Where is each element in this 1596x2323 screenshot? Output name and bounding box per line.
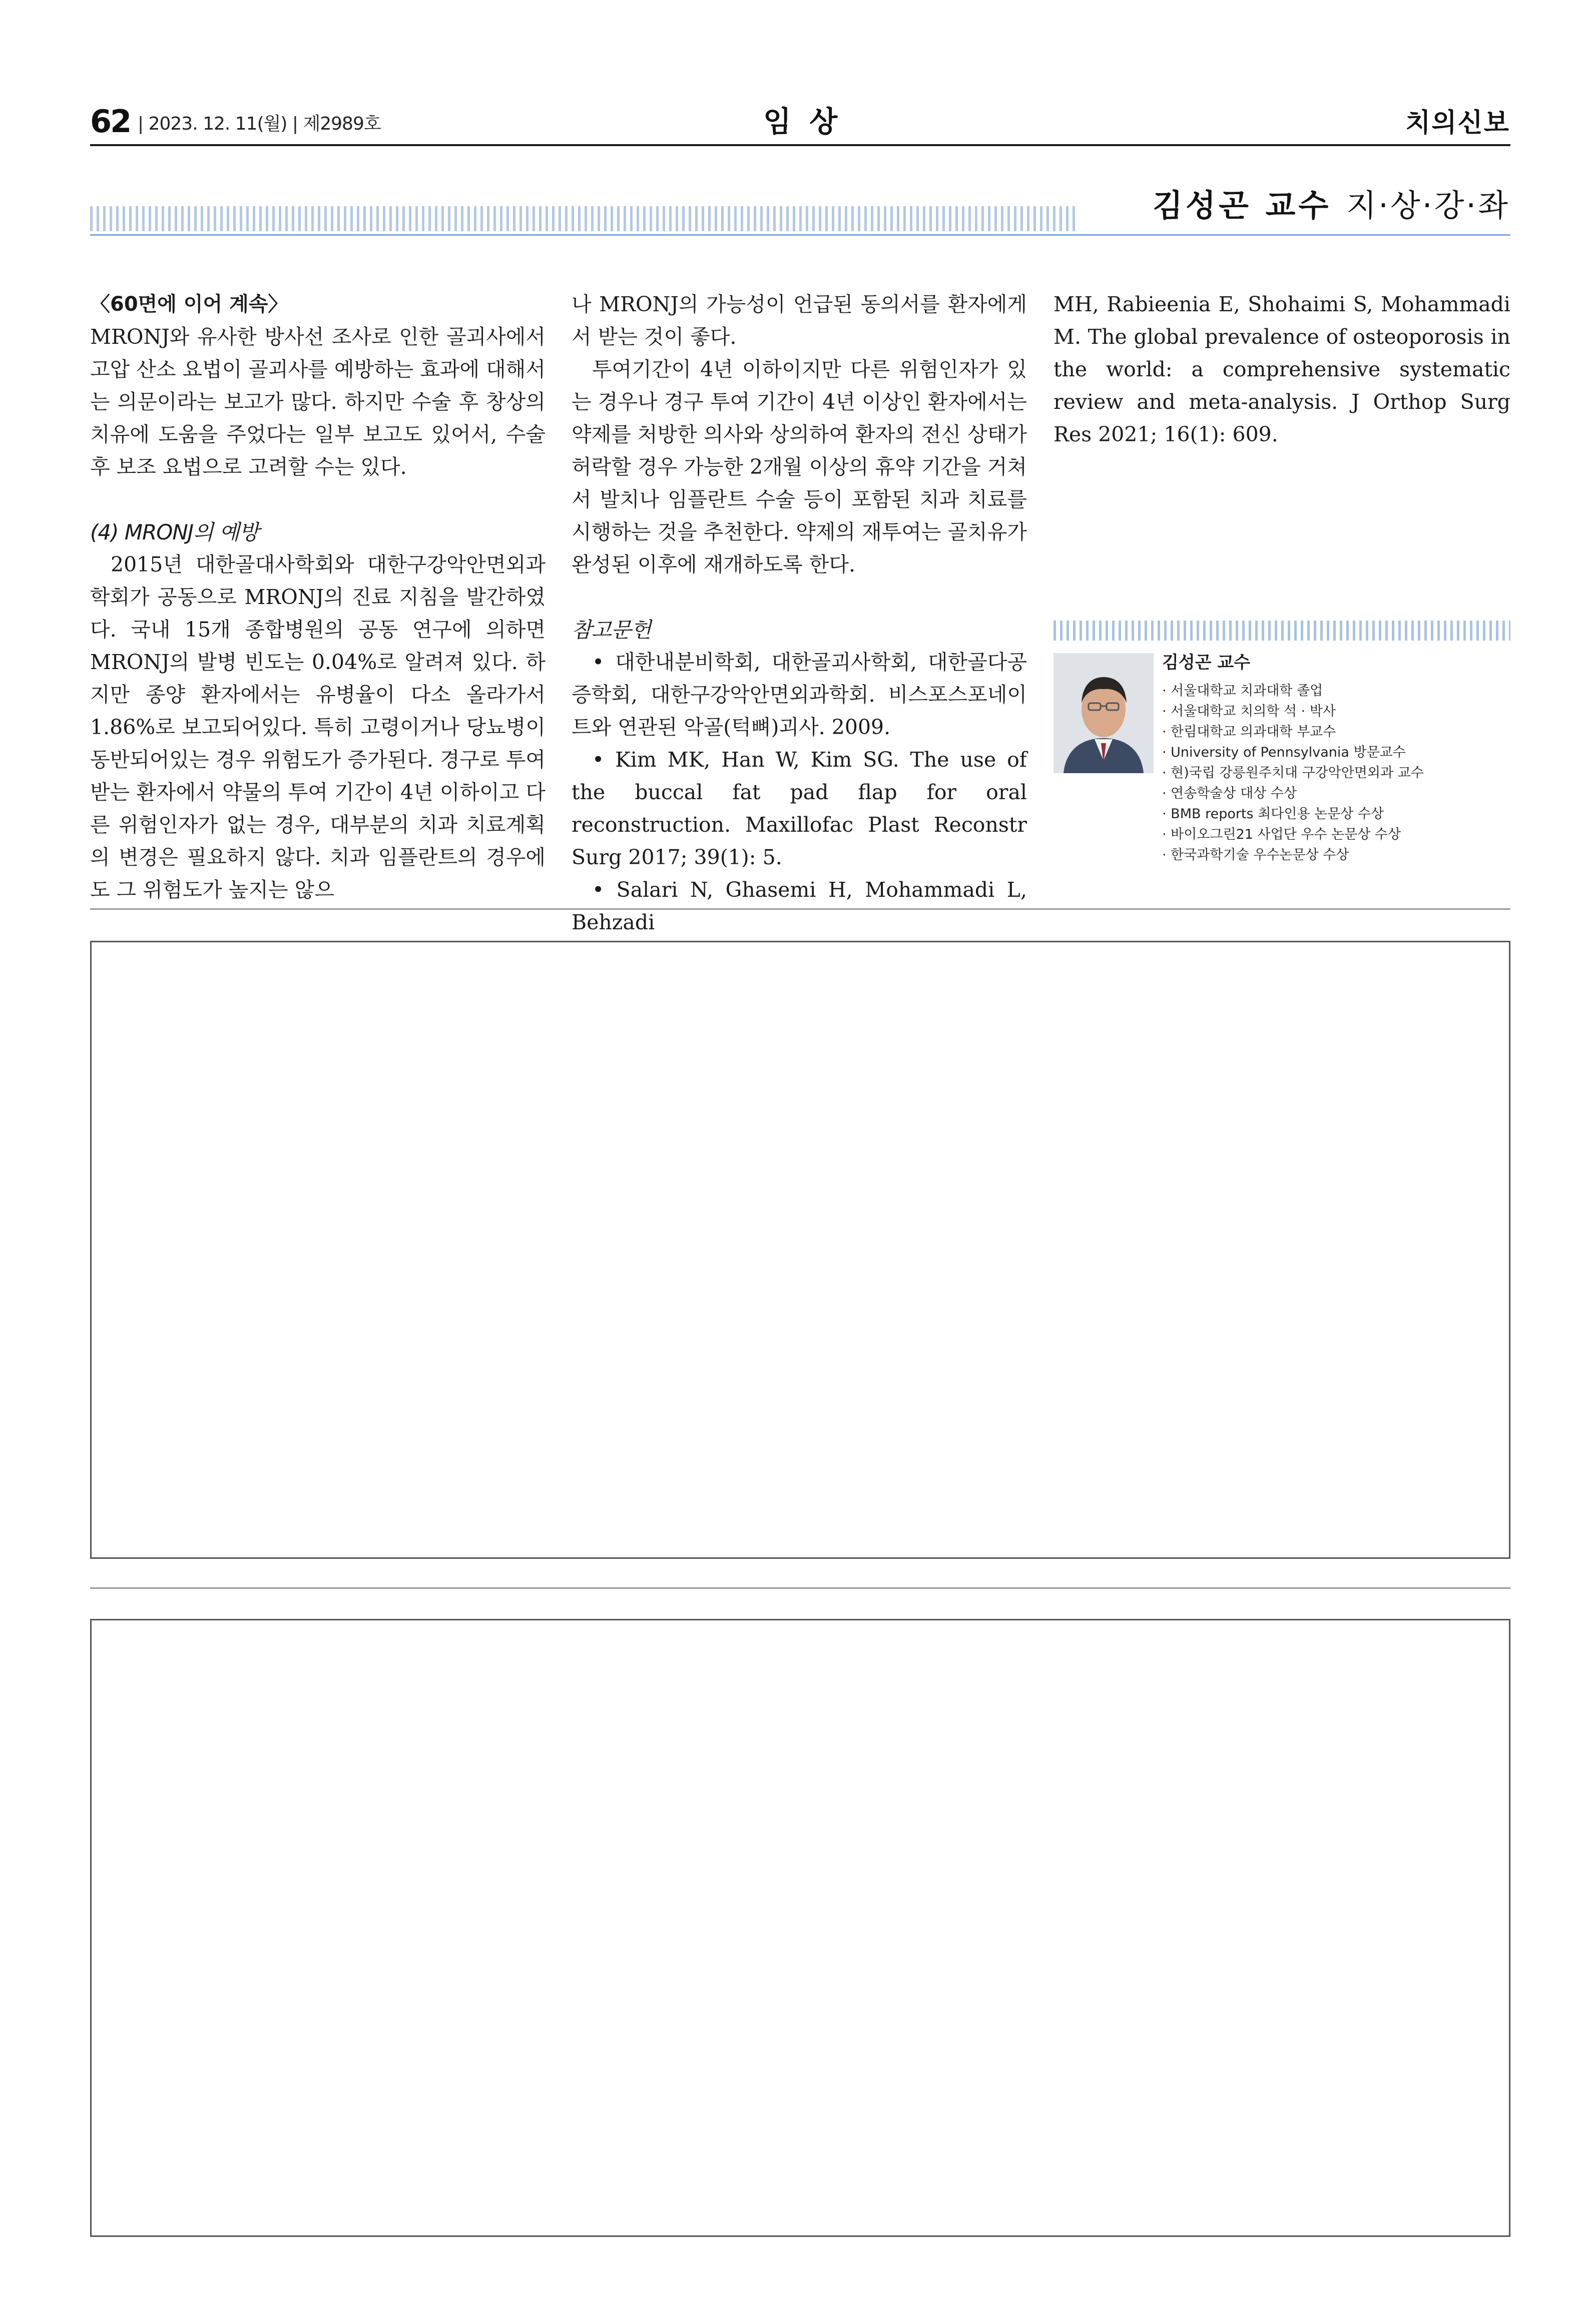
profile-item: · 한림대학교 의과대학 부교수 xyxy=(1162,724,1336,740)
reference-item-continued: MH, Rabieenia E, Shohaimi S, Mohammadi M. The global prevalence of osteoporosis in the world: a comprehensive systematic review and meta-analysis. J Orthop Surg Res 2021; 16(1): 609. xyxy=(1053,292,1510,446)
newspaper-logo: 치의신보 xyxy=(1405,108,1510,138)
article-paragraph: 2015년 대한골대사학회와 대한구강악안면외과학회가 공동으로 MRONJ의 진료 지침을 발간하였다. 국내 15개 종합병원의 공동 연구에 의하면 MRONJ의 발병 빈도는 0.04%로 알려져 있다. 하지만 종양 환자에서는 유병율이 다소 올라가서 1.86%로 보고되어있다. 특히 고령이거나 당뇨병이 동반되어있는 경우 위험도가 증가된다. 경구로 투여받는 환자에서 약물의 투여 기간이 4년 이하이고 다른 위험인자가 없는 경우, 대부분의 치과 치료계획의 변경은 필요하지 않다. 치과 임플란트의 경우에도 그 위험도가 높지는 않으 xyxy=(90,552,546,902)
series-banner xyxy=(1153,187,1510,224)
ad-box-upper xyxy=(90,941,1510,1559)
profile-item: · University of Pennsylvania 방문교수 xyxy=(1162,745,1406,760)
reference-item: • Salari N, Ghasemi H, Mohammadi L, Behzadi xyxy=(572,878,1027,934)
author-portrait-icon xyxy=(1053,653,1154,773)
page-number: 62 xyxy=(90,103,131,140)
article-column-1 xyxy=(90,288,546,906)
profile-item: · 서울대학교 치의학 석 · 박사 xyxy=(1162,704,1336,719)
profile-career-list xyxy=(1162,681,1424,865)
article-column-3 xyxy=(1053,288,1510,451)
article-column-2 xyxy=(572,288,1027,939)
ad-separator-rule xyxy=(90,1587,1510,1589)
author-photo xyxy=(1053,653,1154,773)
section-subheading: (4) MRONJ의 예방 xyxy=(90,520,259,544)
continued-note: 〈60면에 이어 계속〉 xyxy=(90,293,288,316)
profile-name: 김성곤 교수 xyxy=(1162,653,1251,673)
article-paragraph: 투여기간이 4년 이하이지만 다른 위험인자가 있는 경우나 경구 투여 기간이 4년 이상인 환자에서는 약제를 처방한 의사와 상의하여 환자의 전신 상태가 허락할 경우 가능한 2개월 이상의 휴약 기간을 거쳐서 발치나 임플란트 수술 등이 포함된 치과 치료를 시행하는 것을 추천한다. 약제의 재투여는 골치유가 완성된 이후에 재개하도록 한다. xyxy=(572,357,1027,576)
article-paragraph: 나 MRONJ의 가능성이 언급된 동의서를 환자에게서 받는 것이 좋다. xyxy=(572,292,1027,349)
article-bottom-rule xyxy=(90,908,1510,910)
article-paragraph: MRONJ와 유사한 방사선 조사로 인한 골괴사에서 고압 산소 요법이 골괴사를 예방하는 효과에 대해서는 의문이라는 보고가 많다. 하지만 수술 후 창상의 치유에 도움을 주었다는 일부 보고도 있어서, 수술 후 보조 요법으로 고려할 수는 있다. xyxy=(90,325,546,479)
reference-item: • 대한내분비학회, 대한골괴사학회, 대한골다공증학회, 대한구강악안면외과학회. 비스포스포네이트와 연관된 악골(턱뼈)괴사. 2009. xyxy=(572,650,1027,739)
profile-item: · 현)국립 강릉원주치대 구강악안면외과 교수 xyxy=(1162,765,1424,781)
section-title: 임 상 xyxy=(763,105,842,139)
profile-decorative-stripe xyxy=(1053,621,1510,641)
profile-item: · 서울대학교 치과대학 졸업 xyxy=(1162,683,1323,699)
profile-item: · 연송학술상 대상 수상 xyxy=(1162,786,1297,801)
series-author: 김성곤 교수 xyxy=(1153,187,1332,224)
ad-box-lower xyxy=(90,1619,1510,2237)
series-name: 지·상·강·좌 xyxy=(1346,187,1510,224)
masthead-divider xyxy=(90,144,1510,146)
profile-item: · BMB reports 최다인용 논문상 수상 xyxy=(1162,806,1384,822)
series-decorative-stripe xyxy=(90,206,1075,231)
issue-date-and-number: | 2023. 12. 11(월) | 제2989호 xyxy=(138,114,381,134)
reference-item: • Kim MK, Han W, Kim SG. The use of the buccal fat pad flap for oral reconstruction. Maxillofac Plast Reconstr Surg 2017; 39(1): 5. xyxy=(572,748,1027,869)
series-divider xyxy=(90,234,1510,236)
references-heading: 참고문헌 xyxy=(572,618,651,642)
profile-item: · 바이오그린21 사업단 우수 논문상 수상 xyxy=(1162,827,1401,842)
profile-item: · 한국과학기술 우수논문상 수상 xyxy=(1162,847,1349,863)
